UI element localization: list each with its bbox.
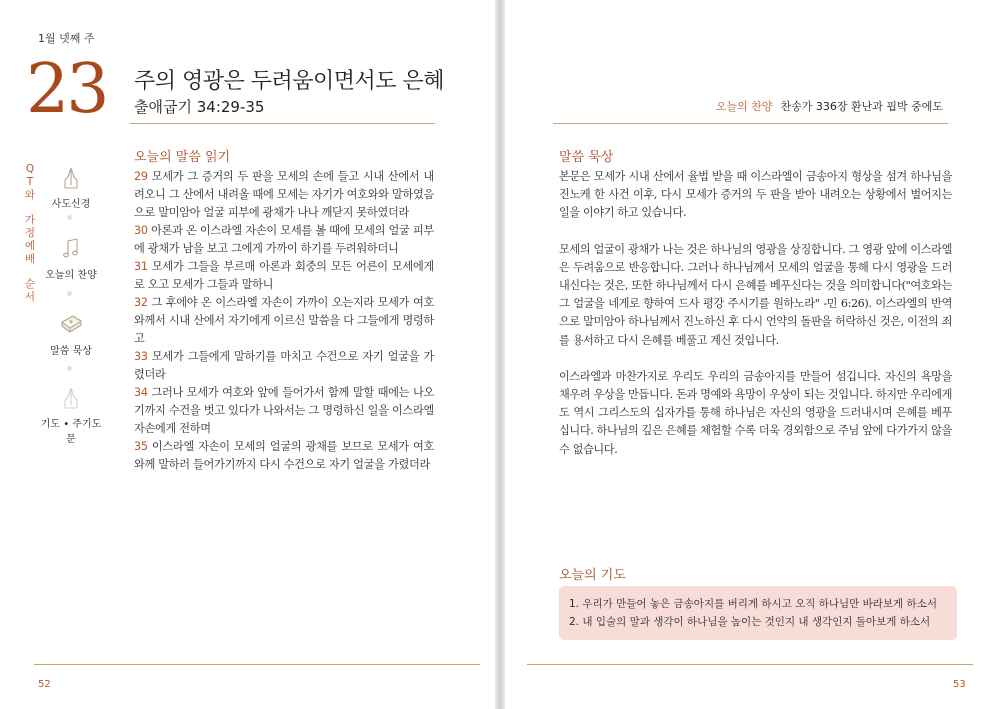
meditation-paragraph: 이스라엘과 마찬가지로 우리도 우리의 금송아지를 만들어 섬깁니다. 자신의 욕망을 채우려 우상을 만듭니다. 돈과 명예와 욕망이 우상이 되는 것입니다. 하지만 우리에게도 역시 그리스도의 십자가를 통해 하나님은 자신의 영광을 드러내시며 은혜를 베푸십니다. 하나님의 깊은 은혜를 체험할 수록 더욱 경외함으로 주님 앞에 다가가지 않을 수 없습니다.: [559, 369, 952, 456]
side-char: 가: [24, 214, 36, 226]
verse-text: 이스라엘 자손이 모세의 얼굴의 광채를 보므로 모세가 여호와께 말하러 들어가기까지 다시 수건으로 자기 얼굴을 가렸더라: [134, 440, 434, 471]
verse-text: 모세가 그 증거의 두 판을 모세의 손에 들고 시내 산에서 내려오니 그 산에서 내려올 때에 모세는 자기가 여호와와 말하였음으로 말미암아 얼굴 피부에 광채가 나나 깨닫지 못하였더라: [134, 170, 434, 219]
scripture-text: [134, 168, 434, 474]
side-char: 예: [24, 240, 36, 252]
header-divider: [130, 123, 435, 124]
verse-text: 그 후에야 온 이스라엘 자손이 가까이 오는지라 모세가 여호와께서 시내 산에서 자기에게 이르신 말씀을 다 그들에게 명령하고: [134, 296, 434, 345]
hymn-value: 찬송가 336장 환난과 핍박 중에도: [780, 100, 943, 113]
nav-label: 사도신경: [51, 199, 91, 210]
verse-number: 33: [134, 350, 148, 363]
prayer-item: 2. 내 입술의 말과 생각이 하나님을 높이는 것인지 내 생각인지 돌아보게 하소서: [569, 616, 931, 628]
bible-icon: [57, 312, 85, 338]
verse-number: 29: [134, 170, 148, 183]
footer-divider: [527, 664, 973, 665]
page-title: 주의 영광은 두려움이면서도 은혜: [134, 69, 445, 94]
nav-label: 말씀 묵상: [50, 346, 92, 357]
meditation-text: [559, 168, 952, 477]
nav-separator-dot: [67, 215, 72, 220]
verse-text: 모세가 그들에게 말하기를 마치고 수건으로 자기 얼굴을 가렸더라: [134, 350, 434, 381]
side-char: Q: [25, 163, 35, 175]
side-char: 순: [24, 278, 36, 290]
right-page: [505, 0, 1000, 709]
nav-apostles-creed[interactable]: [38, 165, 104, 210]
week-label: 1월 넷째 주: [38, 32, 95, 45]
page-number: 52: [38, 679, 51, 690]
left-page: [0, 0, 495, 709]
todays-hymn: [716, 98, 943, 114]
prayer-heading: 오늘의 기도: [559, 568, 626, 583]
nav-prayer[interactable]: [38, 385, 104, 445]
scripture-reference: 출애굽기 34:29-35: [134, 98, 265, 116]
meditation-paragraph: 본문은 모세가 시내 산에서 율법 받을 때 이스라엘이 금송아지 형상을 섬겨 하나님을 진노케 한 사건 이후, 다시 모세가 증거의 두 판을 받아 내려오는 상황에서 벌어지는 일을 이야기 하고 있습니다.: [559, 170, 952, 220]
verse-number: 35: [134, 440, 148, 453]
verse-number: 31: [134, 260, 148, 273]
footer-divider: [34, 664, 480, 665]
prayer-box: [559, 586, 957, 640]
day-number: 23: [26, 50, 107, 129]
praying-hands-icon: [57, 165, 85, 191]
nav-separator-dot: [67, 366, 72, 371]
verse-number: 34: [134, 386, 148, 399]
verse-text: 아론과 온 이스라엘 자손이 모세를 볼 때에 모세의 얼굴 피부에 광채가 남을 보고 그에게 가까이 하기를 두려워하더니: [134, 224, 434, 255]
verse-text: 모세가 그들을 부르매 아론과 회중의 모든 어른이 모세에게로 오고 모세가 그들과 말하니: [134, 260, 434, 291]
meditation-heading: 말씀 묵상: [559, 150, 614, 165]
nav-todays-hymn[interactable]: [38, 236, 104, 281]
prayer-hands-icon: [57, 385, 85, 411]
header-divider: [553, 123, 948, 124]
side-char: 와: [24, 189, 36, 201]
side-char: 정: [24, 227, 36, 239]
book-spine: [495, 0, 505, 709]
meditation-paragraph: 모세의 얼굴이 광채가 나는 것은 하나님의 영광을 상징합니다. 그 영광 앞에 이스라엘은 두려움으로 반응합니다. 그러나 하나님께서 모세의 얼굴을 통해 다시 영광을 드러내신다는 것은, 또한 하나님께서 다시 은혜를 베푸신다는 것을 의미합니다("여호와는 그 얼굴을 네게로 향하여 드사 평강 주시기를 원하노라" -민 6:26). 이스라엘의 반역으로 말미암아 하나님께서 진노하신 후 다시 언약의 돌판을 허락하신 것은, 이전의 죄를 용서하고 다시 은혜를 베풀고 계신 것입니다.: [559, 242, 952, 347]
side-char: T: [26, 176, 34, 188]
verse-number: 32: [134, 296, 148, 309]
side-char: 서: [24, 291, 36, 303]
prayer-item: 1. 우리가 만들어 놓은 금송아지를 버리게 하시고 오직 하나님만 바라보게 하소서: [569, 598, 937, 610]
nav-meditation[interactable]: [38, 312, 104, 357]
page-number: 53: [953, 679, 966, 690]
verse-number: 30: [134, 224, 148, 237]
music-note-icon: [57, 236, 85, 262]
side-char: 배: [24, 253, 36, 265]
hymn-label: 오늘의 찬양: [715, 100, 773, 113]
side-vertical-label: [22, 163, 38, 304]
nav-label: 오늘의 찬양: [45, 270, 97, 281]
nav-separator-dot: [67, 291, 72, 296]
nav-label: 기도 • 주기도문: [40, 419, 102, 445]
verse-text: 그러나 모세가 여호와 앞에 들어가서 함께 말할 때에는 나오기까지 수건을 벗고 있다가 나와서는 그 명령하신 일을 이스라엘 자손에게 전하며: [134, 386, 434, 435]
reading-heading: 오늘의 말씀 읽기: [134, 150, 231, 165]
